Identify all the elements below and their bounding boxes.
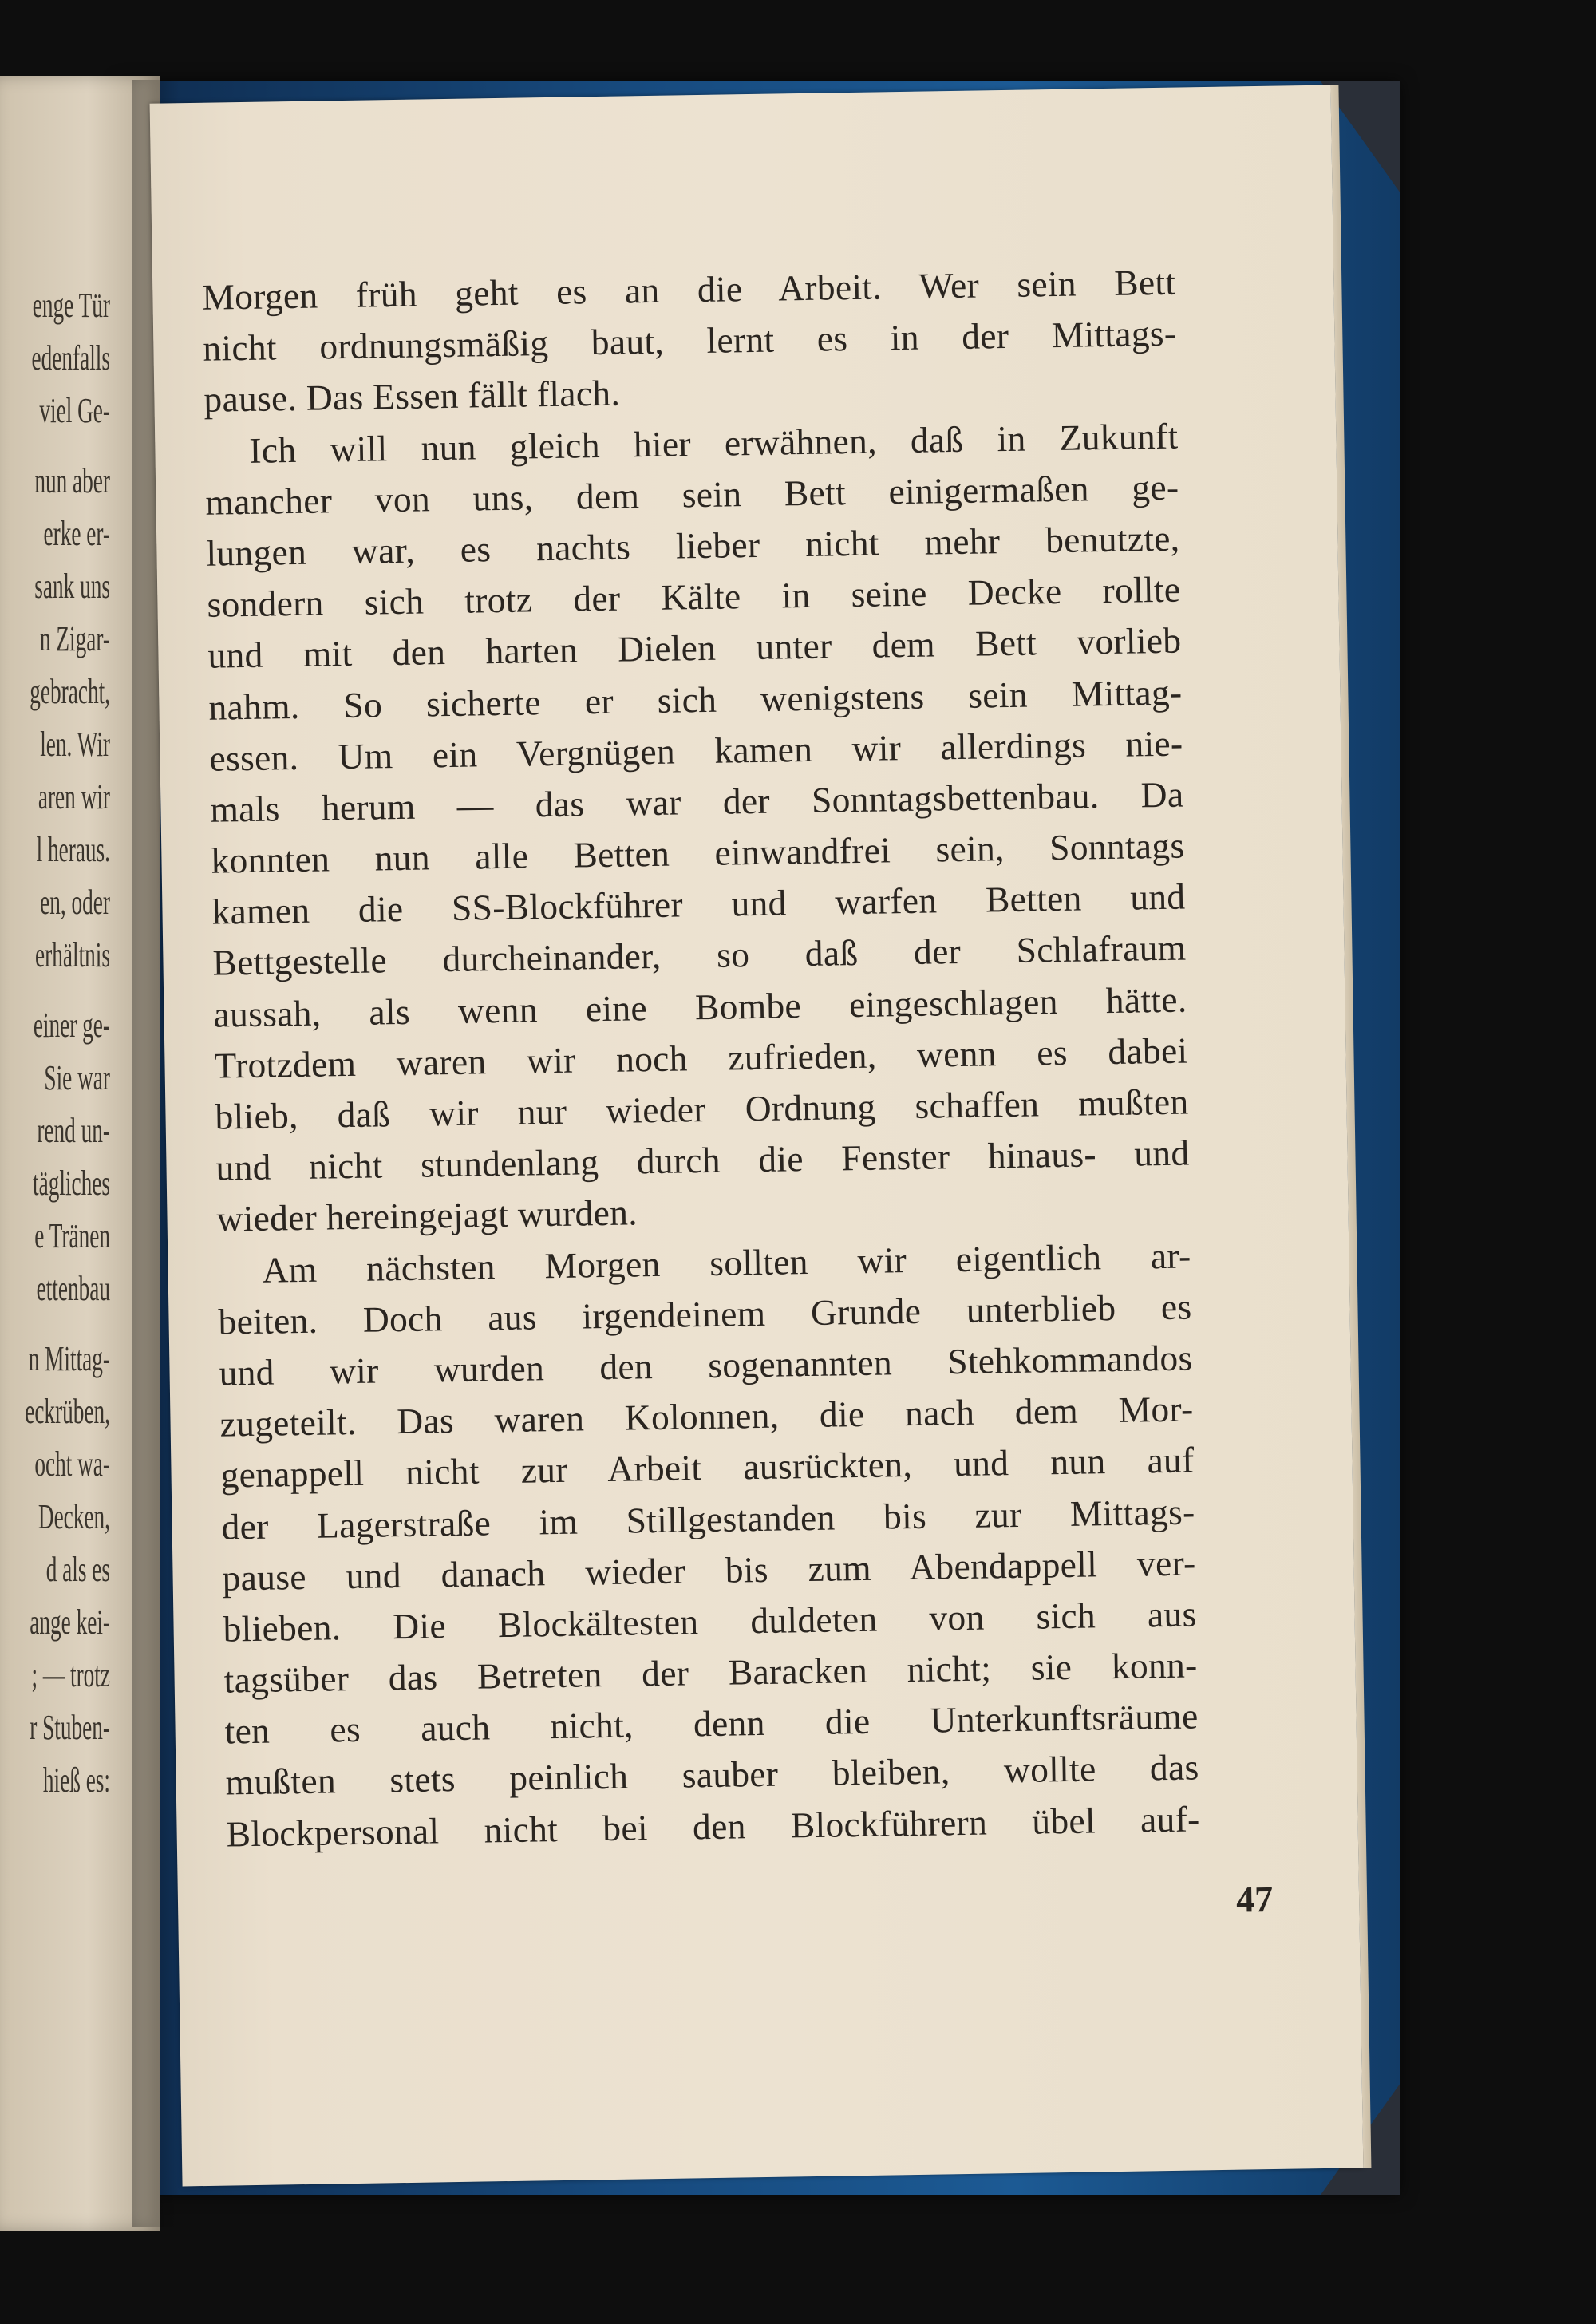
previous-page-line: ettenbau	[36, 1269, 110, 1308]
text-line: und wir wurden den sogenannten Stehkommandos	[219, 1337, 1193, 1393]
page-number: 47	[1235, 1878, 1274, 1920]
previous-page-line: edenfalls	[31, 338, 110, 377]
paragraph-gap	[0, 982, 110, 999]
previous-page-line: nun aber	[34, 461, 110, 500]
text-line: sondern sich trotz der Kälte in seine Decke rollte	[207, 568, 1181, 625]
text-line: Trotzdem waren wir noch zufrieden, wenn es dabei	[214, 1030, 1188, 1086]
text-line: nahm. So sicherte er sich wenigstens sein Mittag-	[208, 671, 1183, 728]
previous-page-line: l heraus.	[36, 830, 110, 869]
text-line: pause. Das Essen fällt flach.	[203, 372, 621, 421]
text-line: mancher von uns, dem sein Bett einigermaßen ge-	[205, 466, 1179, 523]
paragraph-gap	[0, 437, 110, 455]
text-line: Bettgestelle durcheinander, so daß der Schlafraum	[212, 927, 1187, 984]
text-line: mußten stets peinlich sauber bleiben, wollte das	[225, 1746, 1199, 1803]
text-line: essen. Um ein Vergnügen kamen wir allerdings nie-	[209, 722, 1183, 779]
text-line: Blockpersonal nicht bei den Blockführern übel auf-	[226, 1798, 1200, 1855]
text-line: pause und danach wieder bis zum Abendappell ver-	[222, 1542, 1196, 1599]
text-line: lungen war, es nachts lieber nicht mehr benutzte,	[206, 517, 1180, 574]
previous-page-line: e Tränen	[34, 1216, 110, 1255]
text-line: und nicht stundenlang durch die Fenster hinaus- und	[215, 1132, 1190, 1188]
text-line: Ich will nun gleich hier erwähnen, daß in Zukunft	[249, 415, 1179, 471]
previous-page-line: Sie war	[44, 1058, 110, 1097]
previous-page-line: gebracht,	[30, 672, 110, 711]
previous-page-line: tägliches	[33, 1164, 110, 1203]
text-line: blieb, daß wir nur wieder Ordnung schaffen mußten	[215, 1081, 1189, 1137]
text-line: kamen die SS-Blockführer und warfen Betten und	[211, 875, 1186, 932]
text-line: tagsüber das Betreten der Baracken nicht; sie konn-	[223, 1644, 1198, 1701]
text-line: und mit den harten Dielen unter dem Bett vorlieb	[207, 619, 1182, 677]
text-line: konnten nun alle Betten einwandfrei sein, Sonntags	[211, 824, 1185, 881]
previous-page-line: hieß es:	[42, 1761, 110, 1800]
text-line: der Lagerstraße im Stillgestanden bis zur Mittags-	[221, 1490, 1195, 1547]
previous-page-line: rend un-	[37, 1111, 110, 1150]
previous-page-line: d als es	[45, 1550, 110, 1589]
text-line: blieben. Die Blockältesten duldeten von sich aus	[223, 1593, 1197, 1650]
text-line: beiten. Doch aus irgendeinem Grunde unterblieb es	[218, 1286, 1192, 1342]
text-line: Morgen früh geht es an die Arbeit. Wer sein Bett	[202, 261, 1176, 318]
text-line: mals herum — das war der Sonntagsbettenbau. Da	[210, 773, 1184, 830]
book-page	[150, 85, 1364, 2187]
previous-page-line: ocht wa-	[34, 1445, 110, 1484]
text-line: aussah, als wenn eine Bombe eingeschlagen hätte.	[213, 978, 1187, 1035]
previous-page-line: erhältnis	[35, 935, 110, 974]
paragraph-gap	[0, 1315, 110, 1333]
text-line: wieder hereingejagt wurden.	[216, 1192, 638, 1240]
previous-page-text	[0, 279, 110, 1807]
previous-page-line: ; — trotz	[31, 1655, 110, 1694]
text-line: nicht ordnungsmäßig baut, lernt es in der Mittags-	[203, 312, 1177, 369]
previous-page-line: Decken,	[38, 1497, 110, 1536]
previous-page-line: len. Wir	[40, 725, 110, 764]
previous-page-line: einer ge-	[33, 1006, 110, 1045]
previous-page-line: r Stuben-	[30, 1708, 110, 1747]
previous-page-line: enge Tür	[32, 286, 110, 325]
text-line: ten es auch nicht, denn die Unterkunftsräume	[224, 1695, 1199, 1752]
previous-page-line: n Zigar-	[39, 619, 110, 658]
previous-page-line: en, oder	[40, 883, 110, 922]
previous-page-line: eckrüben,	[25, 1392, 110, 1431]
previous-page-line: viel Ge-	[39, 391, 110, 430]
previous-page-line: sank uns	[34, 567, 110, 606]
previous-page-line: ange kei-	[30, 1603, 110, 1642]
previous-page-line: erke er-	[43, 514, 110, 553]
previous-page-line: aren wir	[38, 777, 110, 816]
text-line: Am nächsten Morgen sollten wir eigentlich ar-	[262, 1235, 1191, 1290]
body-text	[202, 257, 1200, 1860]
previous-page-line: n Mittag-	[28, 1339, 110, 1378]
text-line: genappell nicht zur Arbeit ausrückten, und nun auf	[220, 1439, 1195, 1496]
text-line: zugeteilt. Das waren Kolonnen, die nach dem Mor-	[219, 1388, 1194, 1445]
